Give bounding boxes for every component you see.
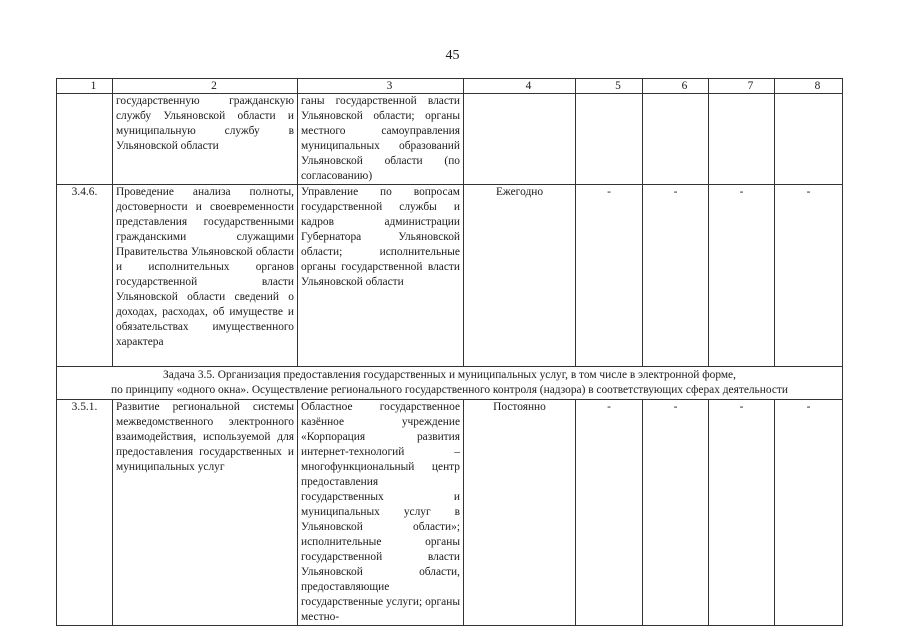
header-col-3: 3 [298, 79, 464, 94]
task-heading-line-1: Задача 3.5. Организация предоставления государственных и муниципальных услуг, в том числе в электронной форме, [163, 369, 736, 381]
cell-col8: - [775, 185, 843, 367]
cell-number [57, 94, 113, 185]
cell-executors: Областное государственное казённое учреждение «Корпорация развития интернет-технологий – многофункциональный центр предоставления государственных и муниципальных услуг в Ульяновской области»; исполнительные органы государственной власти Ульяновской области, предоставляющие государственные услуги; органы местно- [298, 400, 464, 626]
header-col-7: 7 [709, 79, 775, 94]
header-col-5: 5 [576, 79, 643, 94]
header-col-1: 1 [57, 79, 113, 94]
header-row [57, 79, 843, 94]
table-row-continuation [57, 94, 843, 185]
cell-col5 [576, 94, 643, 185]
cell-col6 [643, 94, 709, 185]
page-number: 45 [445, 48, 460, 63]
cell-col8: - [775, 400, 843, 626]
header-col-2: 2 [113, 79, 298, 94]
header-col-6: 6 [643, 79, 709, 94]
cell-col5: - [576, 400, 643, 626]
cell-activity: Развитие региональной системы межведомственного электронного взаимодействия, используемой для предоставления государственных и муниципальных услуг [113, 400, 298, 626]
cell-col7: - [709, 400, 775, 626]
cell-col5: - [576, 185, 643, 367]
cell-col7 [709, 94, 775, 185]
task-heading [57, 367, 843, 400]
header-col-8: 8 [775, 79, 843, 94]
table-row-3-4-6 [57, 185, 843, 367]
cell-number: 3.5.1. [57, 400, 113, 626]
task-heading-line-2: по принципу «одного окна». Осуществление регионального государственного контроля (надзора) в соответствующих сферах деятельности [111, 384, 788, 396]
table-row-3-5-1 [57, 400, 843, 626]
cell-col8 [775, 94, 843, 185]
cell-period [464, 94, 576, 185]
cell-period: Ежегодно [464, 185, 576, 367]
header-col-4: 4 [464, 79, 576, 94]
cell-executors: ганы государственной власти Ульяновской области; органы местного самоуправления муниципальных образований Ульяновской области (по согласованию) [298, 94, 464, 185]
plan-table [56, 78, 843, 626]
cell-executors: Управление по вопросам государственной службы и кадров администрации Губернатора Ульяновской области; исполнительные органы государственной власти Ульяновской области [298, 185, 464, 367]
cell-activity: государственную гражданскую службу Ульяновской области и муниципальную службу в Ульяновской области [113, 94, 298, 185]
cell-number: 3.4.6. [57, 185, 113, 367]
cell-period: Постоянно [464, 400, 576, 626]
cell-col7: - [709, 185, 775, 367]
cell-col6: - [643, 185, 709, 367]
task-heading-row [57, 367, 843, 400]
cell-activity: Проведение анализа полноты, достоверности и своевременности представления государственными гражданскими служащими Правительства Ульяновской области и исполнительных органов государственной власти Ульяновской области сведений о доходах, расходах, об имуществе и обязательствах имущественного характера [113, 185, 298, 367]
cell-col6: - [643, 400, 709, 626]
